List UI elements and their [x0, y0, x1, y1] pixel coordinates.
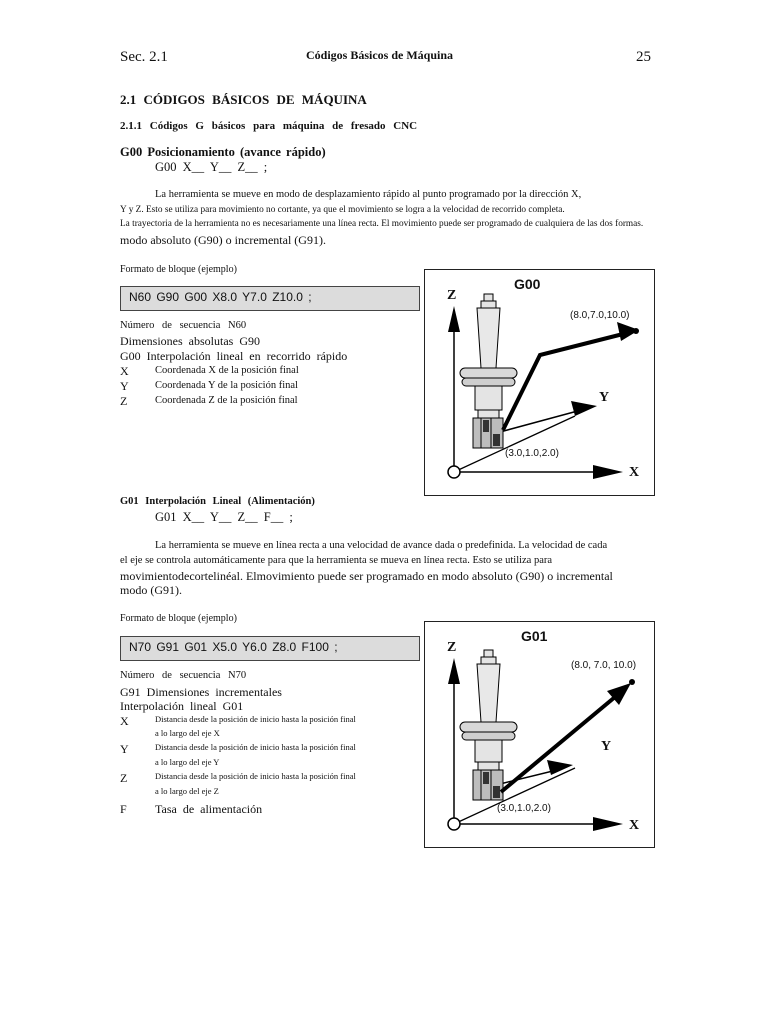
g00-legend-x-text: Coordenada X de la posición final	[155, 365, 299, 376]
g00-heading: G00 Posicionamiento (avance rápido)	[120, 145, 326, 159]
g00-legend-z-text: Coordenada Z de la posición final	[155, 395, 298, 406]
g00-desc-4: modo absoluto (G90) o incremental (G91).	[120, 233, 326, 247]
g01-legend-y-text-2: a lo largo del eje Y	[155, 757, 220, 767]
g00-legend-z-sym: Z	[120, 394, 128, 408]
g00-x-arrowhead	[593, 465, 623, 479]
g01-legend-f-sym: F	[120, 802, 127, 816]
g01-legend-z-text-1: Distancia desde la posición de inicio hasta la posición final	[155, 771, 356, 781]
g00-block-code: N60 G90 G00 X8.0 Y7.0 Z10.0 ;	[120, 286, 420, 311]
g01-legend-y-text-1: Distancia desde la posición de inicio hasta la posición final	[155, 742, 356, 752]
g00-end-point-label: (8.0,7.0,10.0)	[570, 310, 630, 321]
g01-axis-x-label: X	[629, 818, 640, 833]
g00-desc-2: Y y Z. Esto se utiliza para movimiento no cortante, ya que el movimiento se logra a la velocidad de recorrido completa.	[120, 205, 565, 215]
g00-end-point-marker	[633, 328, 639, 334]
g01-legend-x-sym: X	[120, 714, 129, 728]
g00-origin-marker	[448, 466, 460, 478]
g01-legend-seq: Número de secuencia N70	[120, 670, 247, 681]
g01-block-code: N70 G91 G01 X5.0 Y6.0 Z8.0 F100 ;	[120, 636, 420, 661]
g00-axis-z-label: Z	[447, 288, 457, 303]
g01-y-arrowhead	[547, 760, 573, 775]
g00-desc-1: La herramienta se mueve en modo de desplazamiento rápido al punto programado por la dirección X,	[155, 189, 582, 200]
g01-legend-dims: G91 Dimensiones incrementales	[120, 685, 282, 699]
g01-legend-interp: Interpolación lineal G01	[120, 699, 244, 713]
g01-legend-z-text-2: a lo largo del eje Z	[155, 786, 219, 796]
g01-desc-1: La herramienta se mueve en línea recta a una velocidad de avance dada o predefinida. La velocidad de cada	[155, 540, 608, 551]
g01-diagram	[424, 621, 655, 848]
g00-axis-x-label: X	[629, 465, 640, 480]
g00-desc-3: La trayectoria de la herramienta no es necesariamente una línea recta. El movimiento puede ser programado de cualquiera de las dos formas.	[120, 219, 644, 229]
g00-tool-icon	[460, 294, 517, 448]
g01-desc-4: modo (G91).	[120, 583, 182, 597]
header-section: Sec. 2.1	[120, 49, 168, 65]
g00-diagram	[424, 269, 655, 496]
g01-tool-icon	[460, 650, 517, 800]
section-title: 2.1 CÓDIGOS BÁSICOS DE MÁQUINA	[120, 92, 367, 107]
g00-y-axis-lower	[454, 416, 575, 472]
g01-legend-x-text-1: Distancia desde la posición de inicio hasta la posición final	[155, 714, 356, 724]
g00-legend-y-text: Coordenada Y de la posición final	[155, 380, 298, 391]
g00-y-arrowhead	[571, 401, 597, 416]
g01-desc-2: el eje se controla automáticamente para que la herramienta se mueva en línea recta. Esto se utiliza para	[120, 555, 553, 566]
section-subtitle: 2.1.1 Códigos G básicos para máquina de fresado CNC	[120, 120, 418, 132]
g01-block-caption: Formato de bloque (ejemplo)	[120, 613, 237, 624]
header-title: Códigos Básicos de Máquina	[306, 48, 454, 62]
page-number: 25	[636, 49, 651, 65]
g01-legend-y-sym: Y	[120, 742, 129, 756]
g01-axis-y-label: Y	[601, 739, 612, 754]
g00-legend-interp: G00 Interpolación lineal en recorrido rápido	[120, 349, 348, 363]
g00-legend-x-sym: X	[120, 364, 129, 378]
g00-rapid-path	[503, 332, 631, 430]
g00-syntax: G00 X__ Y__ Z__ ;	[155, 160, 268, 174]
g00-axis-y-label: Y	[599, 390, 610, 405]
g00-diagram-title: G00	[514, 276, 541, 292]
g00-legend-dims: Dimensiones absolutas G90	[120, 334, 260, 348]
g01-legend-x-text-2: a lo largo del eje X	[155, 728, 220, 738]
g00-diagram-svg	[425, 270, 654, 495]
g00-start-point-label: (3.0,1.0,2.0)	[505, 448, 559, 459]
g00-legend-seq: Número de secuencia N60	[120, 320, 247, 331]
g01-x-arrowhead	[593, 817, 623, 831]
g00-block-caption: Formato de bloque (ejemplo)	[120, 264, 237, 275]
g01-desc-3: movimientodecortelinéal. Elmovimiento puede ser programado en modo absoluto (G90) o incremental	[120, 569, 613, 583]
g00-legend-y-sym: Y	[120, 379, 129, 393]
g00-z-arrowhead	[448, 306, 460, 332]
g01-y-axis-lower	[454, 768, 575, 824]
g01-legend-f-text: Tasa de alimentación	[155, 802, 263, 816]
g01-start-point-label: (3.0,1.0,2.0)	[497, 803, 551, 814]
g01-end-point-label: (8.0, 7.0, 10.0)	[571, 660, 637, 671]
g01-z-arrowhead	[448, 658, 460, 684]
g01-diagram-title: G01	[521, 628, 548, 644]
g01-heading: G01 Interpolación Lineal (Alimentación)	[120, 496, 315, 507]
g01-syntax: G01 X__ Y__ Z__ F__ ;	[155, 510, 293, 524]
g01-axis-z-label: Z	[447, 640, 457, 655]
g01-end-point-marker	[629, 679, 635, 685]
g01-legend-z-sym: Z	[120, 771, 128, 785]
g01-origin-marker	[448, 818, 460, 830]
